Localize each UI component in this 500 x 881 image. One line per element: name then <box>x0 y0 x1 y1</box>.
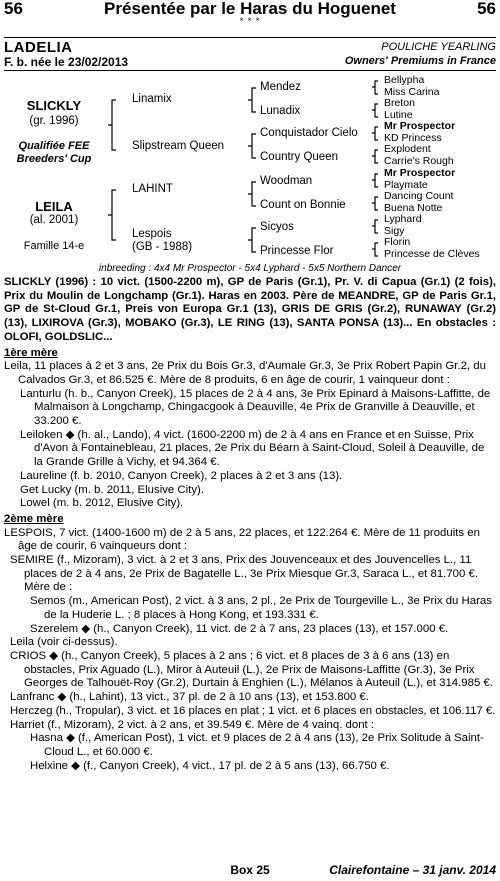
box-number: Box 25 <box>230 863 270 877</box>
page-footer <box>4 863 496 879</box>
pedigree-table <box>4 70 496 262</box>
section-second-dam: 2ème mère <box>4 512 64 525</box>
gen4-14: Florin <box>384 236 411 248</box>
entry-lowel: Lowel (m. b. 2012, Elusive City). <box>20 497 184 510</box>
lot-number-right: 56 <box>477 0 496 18</box>
gen4-5: KD Princess <box>384 132 442 144</box>
gen4-10: Dancing Count <box>384 190 454 202</box>
gen2-3: Lespois <box>132 228 172 240</box>
dam-famille: Famille 14-e <box>23 240 85 252</box>
entry-leiloken: Leiloken ◆ (h. al., Lando), 4 vict. (1600-2200 m) de 2 à 4 ans en France et en Suisse, Prix d'Avon à Fontainebleau, 21 places, 2e Prix du Béarn à Saint-Cloud, Soleil à Deauville, de la Grande Grille à Vichy, et 94.364 €. <box>20 428 485 469</box>
entry-leila-ref: Leila (voir ci-dessus). <box>10 636 118 649</box>
horse-category: POULICHE YEARLING <box>381 41 496 53</box>
section-first-dam: 1ère mère <box>4 346 58 359</box>
stars-divider: * * * <box>239 16 261 26</box>
entry-lanfranc: Lanfranc ◆ (h., Lahint), 13 vict., 37 pl. de 2 à 10 ans (13), et 153.800 €. <box>10 691 369 704</box>
entry-lanturlu: Lanturlu (h. b., Canyon Creek), 15 places de 2 à 4 ans, 3e Prix Epinard à Maisons-Laffitte, de Malmaison à Longchamp, Chingacgook à Deauville, 4e Prix de Granville à Deauville, et 33.200 €. <box>20 387 491 428</box>
entry-helxine: Helxine ◆ (f., Canyon Creek), 4 vict., 17 pl. de 2 à 5 ans (13), 66.750 €. <box>30 759 390 772</box>
sire-info: (gr. 1996) <box>29 115 79 127</box>
sire-paragraph: SLICKLY (1996) : 10 vict. (1500-2200 m), GP de Paris (Gr.1), Pr. V. di Capua (Gr.1) (2 fois), Prix du Moulin de Longchamp (Gr.1). Haras en 2003. Père de MEANDRE, GP de Paris Gr.1, GP de St-Cloud Gr.1, Preis von Europa Gr.1 (13), GRIS DE GRIS (Gr.2), RUNAWAY (Gr.2) (13), LIXIROVA (Gr.3), MOBAKO (Gr.3), LE RING (13), SANTA PONSA (13)... En obstacles : OLOFI, GOLDSLIC... <box>4 276 496 343</box>
entry-semire: SEMIRE (f., Mizoram), 3 vict. à 2 et 3 ans, Prix des Jouvenceaux et des Jouvencelles L., 11 places de 2 à 4 ans, 2e Prix de Bagatelle L., 3e Prix Miesque Gr.3, Saraca L., et 81.700 €. Mère de : <box>10 554 479 594</box>
lot-number-left: 56 <box>4 0 23 18</box>
entry-harriet: Harriet (f., Mizoram), 2 vict. à 2 ans, et 39.549 €. Mère de 4 vainq. dont : <box>10 718 375 731</box>
entry-semos: Semos (m., American Post), 2 vict. à 3 ans, 2 pl., 2e Prix de Tourgeville L., 3e Prix du Haras de la Huderie L. ; 8 places à Hong Kong, et 193.331 €. <box>30 595 492 621</box>
entry-herczeg: Herczeg (h., Tropular), 3 vict. et 16 places en plat ; 1 vict. et 6 places en obstacles, et 106.117 €. <box>10 704 496 717</box>
entry-crios: CRIOS ◆ (h., Canyon Creek), 5 places à 2 ans ; 6 vict. et 8 places de 3 à 6 ans (13) en obstacles, Prix Aguado (L.), Miror à Auteuil (L.), 2e Prix de Maisons-Laffitte (Gr.3), 3e Prix Georges de Talhouët-Roy (Gr.2), Durtain à Enghien (L.), Mélanos à Auteuil (L.), et 314.985 €. <box>10 649 493 690</box>
page-title: Présentée par le Haras du Hoguenet <box>104 0 396 18</box>
gen3-0: Mendez <box>260 81 301 93</box>
gen4-15: Princesse de Clèves <box>384 248 480 260</box>
gen4-12: Lyphard <box>384 213 422 225</box>
entry-leila: Leila, 11 places à 2 et 3 ans, 2e Prix du Bois Gr.3, d'Aumale Gr.3, 3e Prix Robert Papin Gr.2, du Calvados Gr.3, et 86.525 €. Mère de 8 produits, 6 en âge de courir, 1 vainqueur dont : <box>4 360 486 386</box>
entry-laureline: Laureline (f. b. 2010, Canyon Creek), 2 places à 2 et 3 ans (13). <box>20 469 343 482</box>
gen3-5: Count on Bonnie <box>260 199 346 211</box>
gen3-1: Lunadix <box>260 105 301 117</box>
gen4-9: Playmate <box>384 179 428 191</box>
entry-hasna: Hasna ◆ (f., American Post), 1 vict. et 9 places de 2 à 4 ans (13), 2e Prix Solitude à Saint-Cloud L., et 60.000 €. <box>30 732 484 758</box>
inbreeding-line: inbreeding : 4x4 Mr Prospector - 5x4 Lyphard - 5x5 Northern Dancer <box>98 263 402 274</box>
gen2-2: LAHINT <box>132 183 173 195</box>
entry-lespois: LESPOIS, 7 vict. (1400-1600 m) de 2 à 5 ans, 22 places, et 122.264 €. Mère de 11 produits en âge de courir, 6 vainqueurs dont : <box>4 526 480 553</box>
gen4-0: Bellypha <box>384 74 425 86</box>
horse-name: LADELIA <box>4 39 73 56</box>
sire-note-2: Breeders' Cup <box>16 153 92 165</box>
sire-note-1: Qualifiée FEE <box>18 140 90 152</box>
dam-name: LEILA <box>35 199 73 214</box>
sire-name: SLICKLY <box>26 98 82 113</box>
gen3-2: Conquistador Cielo <box>260 127 358 139</box>
gen4-2: Breton <box>384 97 415 109</box>
owners-premiums: Owners' Premiums in France <box>344 55 496 67</box>
catalogue-text <box>4 276 496 773</box>
gen3-3: Country Queen <box>260 151 338 163</box>
horse-header <box>4 37 496 71</box>
gen4-3: Lutine <box>384 109 413 121</box>
entry-get-lucky: Get Lucky (m. b. 2011, Elusive City). <box>20 483 205 496</box>
gen4-6: Explodent <box>384 143 431 155</box>
horse-birth: F. b. née le 23/02/2013 <box>4 55 129 69</box>
gen4-8: Mr Prospector <box>384 167 456 179</box>
dam-info: (al. 2001) <box>29 214 79 226</box>
sale-place-date: Clairefontaine – 31 janv. 2014 <box>329 863 496 877</box>
gen4-4: Mr Prospector <box>384 120 456 132</box>
gen3-6: Sicyos <box>260 221 294 233</box>
gen4-13: Sigy <box>384 225 405 237</box>
gen4-11: Buena Notte <box>384 202 443 214</box>
gen4-7: Carrie's Rough <box>384 155 454 167</box>
entry-szerelem: Szerelem ◆ (h., Canyon Creek), 11 vict. de 2 à 7 ans, 23 places (13), et 157.000 €. <box>30 622 449 635</box>
gen2-1: Slipstream Queen <box>132 140 225 152</box>
gen3-4: Woodman <box>260 175 313 187</box>
gen2-4: (GB - 1988) <box>132 241 193 253</box>
gen4-1: Miss Carina <box>384 86 440 98</box>
gen2-0: Linamix <box>132 93 172 105</box>
gen3-7: Princesse Flor <box>260 245 334 257</box>
